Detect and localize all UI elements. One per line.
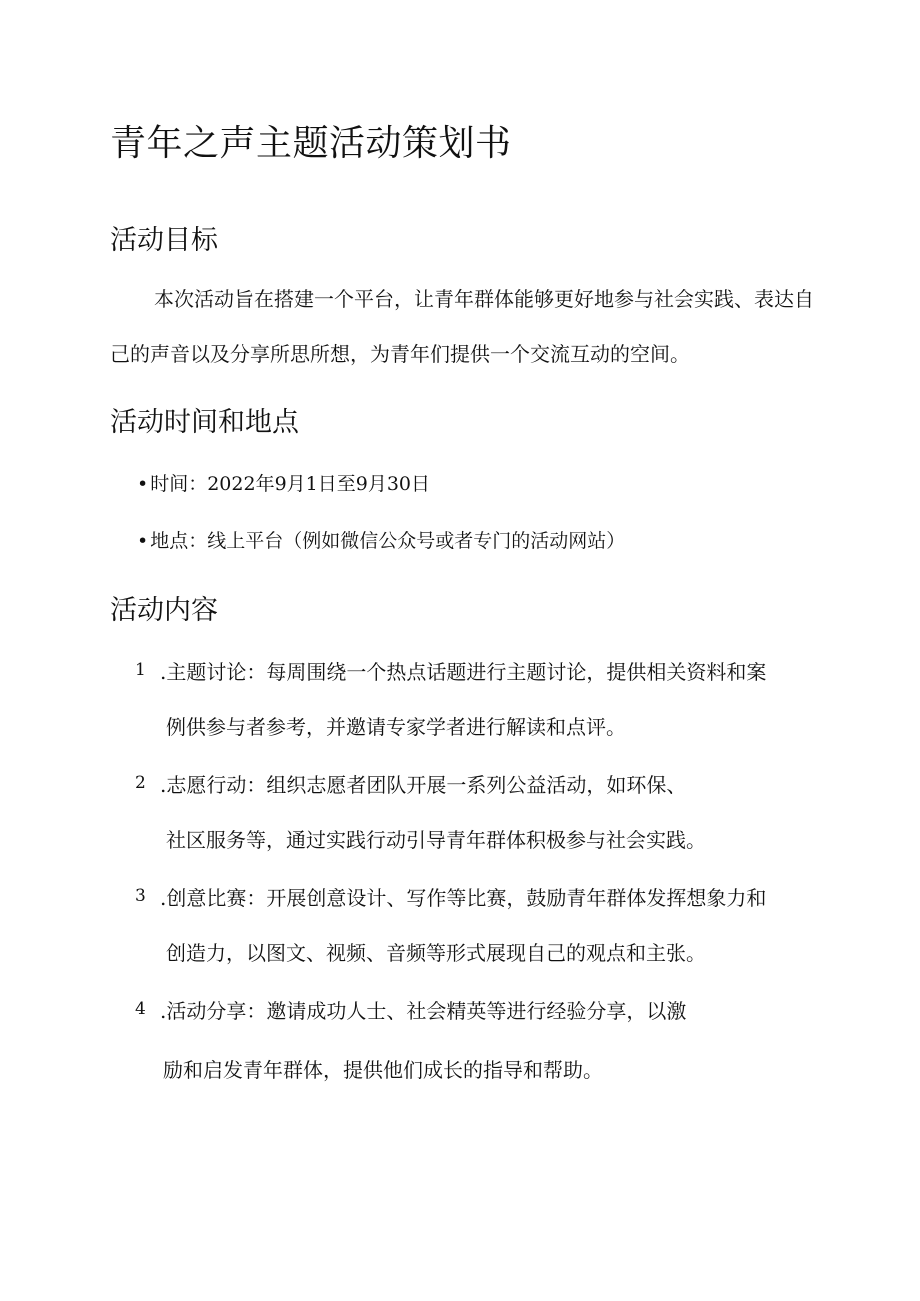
list-item-text-continued: 创造力，以图文、视频、音频等形式展现自己的观点和主张。	[166, 941, 706, 965]
section-heading-time-place: 活动时间和地点	[110, 407, 299, 438]
goal-paragraph: 本次活动旨在搭建一个平台，让青年群体能够更好地参与社会实践、表达自己的声音以及分享所思所想，为青年们提供一个交流互动的空间。	[110, 287, 814, 366]
list-item-number: 2	[135, 773, 146, 793]
list-item-number: 3	[135, 886, 146, 906]
list-item-text: .志愿行动：组织志愿者团队开展一系列公益活动，如环保、	[160, 773, 687, 797]
bullet-item-place	[137, 526, 625, 553]
bullet-text-place: 地点：线上平台（例如微信公众号或者专门的活动网站）	[150, 530, 626, 552]
list-item-text-continued: 例供参与者参考，并邀请专家学者进行解读和点评。	[166, 715, 626, 739]
document-title: 青年之声主题活动策划书	[110, 123, 512, 164]
bullet-dot: •	[137, 473, 149, 495]
list-item-text: .主题讨论：每周围绕一个热点话题进行主题讨论，提供相关资料和案	[160, 660, 767, 684]
section-heading-goal: 活动目标	[110, 225, 218, 256]
bullet-text-time: 时间：2022年9月1日至9月30日	[150, 473, 431, 495]
list-item-text-continued: 励和启发青年群体，提供他们成长的指导和帮助。	[163, 1058, 603, 1082]
list-item-text-continued: 社区服务等，通过实践行动引导青年群体积极参与社会实践。	[166, 828, 706, 852]
section-heading-content: 活动内容	[110, 595, 218, 626]
list-item-number: 4	[135, 999, 146, 1019]
bullet-item-time	[137, 469, 430, 496]
bullet-dot: •	[137, 530, 149, 552]
list-item-text: .创意比赛：开展创意设计、写作等比赛，鼓励青年群体发挥想象力和	[160, 886, 767, 910]
list-item-number: 1	[135, 660, 146, 680]
list-item-text: .活动分享：邀请成功人士、社会精英等进行经验分享，以激	[160, 999, 687, 1023]
